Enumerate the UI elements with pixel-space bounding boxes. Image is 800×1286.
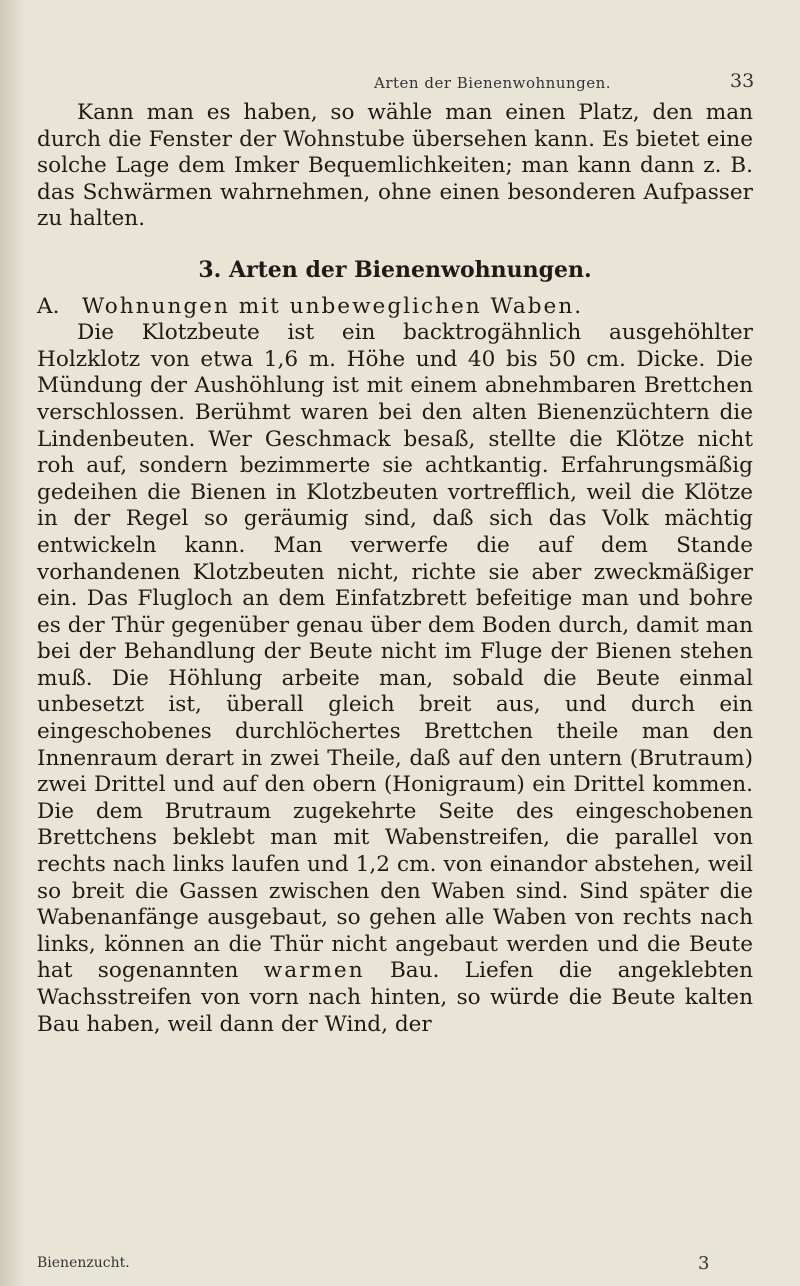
page-number: 33 — [730, 70, 755, 92]
paragraph-klotzbeute — [37, 320, 753, 1038]
paragraph-klotzbeute-text: Die Klotzbeute ist ein backtrogähnlich ausgehöhlter Holzklotz von etwa 1,6 m. Höhe und 40 bis 50 cm. Dicke. Die Mündung der Aushöhlung ist mit einem abnehmbaren Brettchen verschlossen. Berühmt waren bei den alten Bienenzüchtern die Lindenbeuten. Wer Geschmack besaß, stellte die Klötze nicht roh auf, sondern bezimmerte sie achtkantig. Erfahrungsmäßig gedeihen die Bienen in Klotzbeuten vortrefflich, weil die Klötze in der Regel so geräumig sind, daß sich das Volk mächtig entwickeln kann. Man verwerfe die auf dem Stande vorhandenen Klotzbeuten nicht, richte sie aber zweckmäßiger ein. Das Flugloch an dem Einfatzbrett befeitige man und bohre es der Thür gegenüber genau über dem Boden durch, damit man bei der Behandlung der Beute nicht im Fluge der Bienen stehen muß. Die Höhlung arbeite man, sobald die Beute einmal unbesetzt ist, überall gleich breit aus, und durch ein eingeschobenes durchlöchertes Brettchen theile man den Innenraum derart in zwei Theile, daß auf den untern (Brutraum) zwei Drittel und auf den obern (Honigraum) ein Drittel kommen. Die dem Brutraum zugekehrte Seite des eingeschobenen Brettchens beklebt man mit Wabenstreifen, die parallel von rechts nach links laufen und 1,2 cm. von einandor abstehen, weil so breit die Gassen zwischen den Waben sind. Sind später die Wabenanfänge ausgebaut, so gehen alle Waben von rechts nach links, können an die Thür nicht angebaut werden und die Beute hat sogenannten — [37, 320, 753, 984]
running-title: Arten der Bienenwohnungen. — [374, 74, 612, 92]
subsection-heading — [37, 294, 753, 321]
signature-label: Bienenzucht. — [37, 1255, 130, 1271]
page-footer — [37, 1253, 753, 1277]
subsection-letter: A. — [37, 293, 60, 319]
subsection-title: Wohnungen mit unbeweglichen Waben. — [82, 293, 584, 319]
signature-number: 3 — [698, 1253, 710, 1274]
term-warm-build: warmen — [263, 958, 365, 984]
page-gutter-shadow — [0, 0, 26, 1286]
paragraph-site-choice: Kann man es haben, so wähle man einen Platz, den man durch die Fenster der Wohnstube übersehen kann. Es bietet eine solche Lage dem Imker Bequemlichkeiten; man kann dann z. B. das Schwärmen wahrnehmen, ohne einen besonderen Aufpasser zu halten. — [37, 100, 753, 232]
section-heading: 3. Arten der Bienenwohnungen. — [198, 256, 592, 283]
body-text — [37, 100, 753, 1038]
paragraph-klotzbeute-end: Bau. Liefen die angeklebten Wachsstreifen von vorn nach hinten, so würde die Beute kalten Bau haben, weil dann der Wind, der — [37, 958, 753, 1037]
